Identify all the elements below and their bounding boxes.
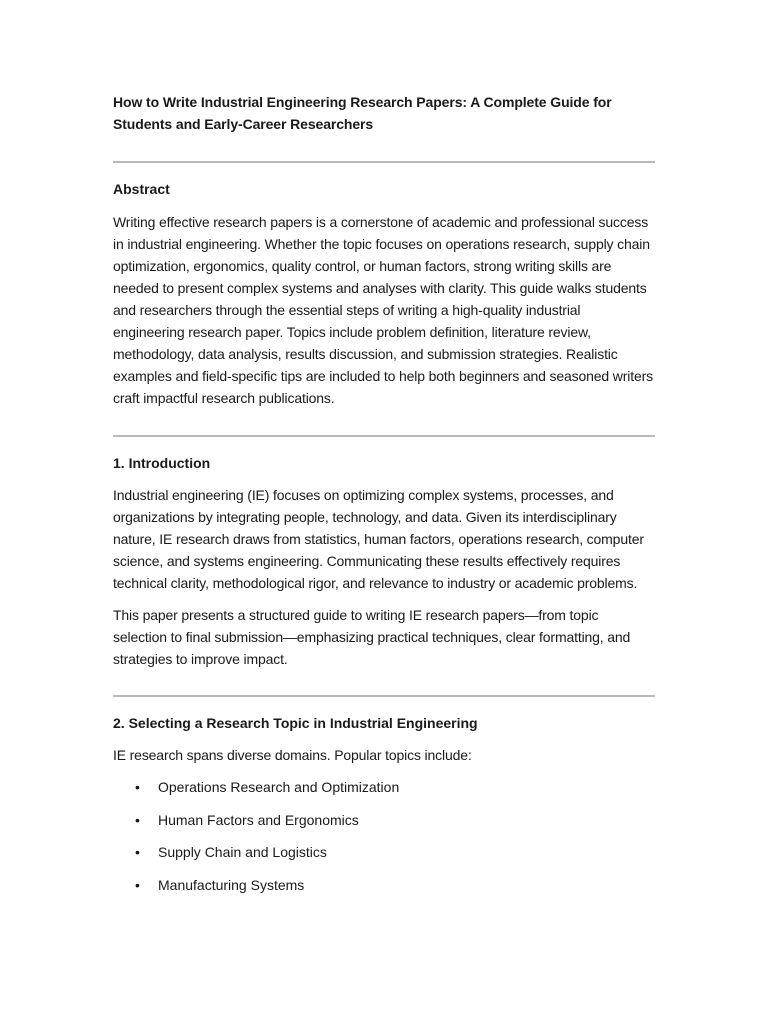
bullet-icon: • (135, 876, 140, 893)
section-2-intro: IE research spans diverse domains. Popular topics include: (113, 747, 472, 763)
list-item-text: Supply Chain and Logistics (158, 844, 327, 860)
bullet-icon: • (135, 779, 140, 795)
introduction-paragraph-2: This paper presents a structured guide to writing IE research papers—from topic selection to final submission—emphasizing practical techniques, clear formatting, and strategies to improve impact. (113, 607, 631, 667)
introduction-heading: 1. Introduction (113, 455, 211, 471)
divider-3 (113, 695, 655, 697)
divider-1 (113, 161, 655, 163)
abstract-heading: Abstract (113, 181, 170, 197)
list-item-text: Manufacturing Systems (158, 876, 305, 893)
list-item (113, 841, 655, 863)
abstract-text: Writing effective research papers is a cornerstone of academic and professional success in industrial engineering. Whether the topic focuses on operations research, supply chain optimization, ergonomics, quality control, or human factors, strong writing skills are needed to present complex systems and analyses with clarity. This guide walks students and researchers through the essential steps of writing a high-quality industrial engineering research paper. Topics include problem definition, literature review, methodology, data analysis, results discussion, and submission strategies. Realistic examples and field-specific tips are included to help both beginners and seasoned writers craft impactful research publications. (113, 214, 653, 406)
list-item (113, 776, 655, 798)
introduction-paragraph-1: Industrial engineering (IE) focuses on optimizing complex systems, processes, and organizations by integrating people, technology, and data. Given its interdisciplinary nature, IE research draws from statistics, human factors, operations research, computer science, and systems engineering. Communicating these results effectively requires technical clarity, methodological rigor, and relevance to industry or academic problems. (113, 487, 644, 591)
bullet-icon: • (135, 844, 140, 860)
divider-2 (113, 435, 655, 437)
list-item-text: Human Factors and Ergonomics (158, 811, 359, 828)
document-page (113, 91, 655, 906)
bullet-icon: • (135, 811, 140, 828)
document-title: How to Write Industrial Engineering Research Papers: A Complete Guide for Students and Early-Career Researchers (113, 94, 612, 132)
list-item (113, 809, 655, 831)
section-2-heading: 2. Selecting a Research Topic in Industrial Engineering (113, 715, 478, 731)
list-item (113, 874, 655, 896)
list-item-text: Operations Research and Optimization (158, 779, 400, 795)
topics-list (113, 776, 655, 896)
